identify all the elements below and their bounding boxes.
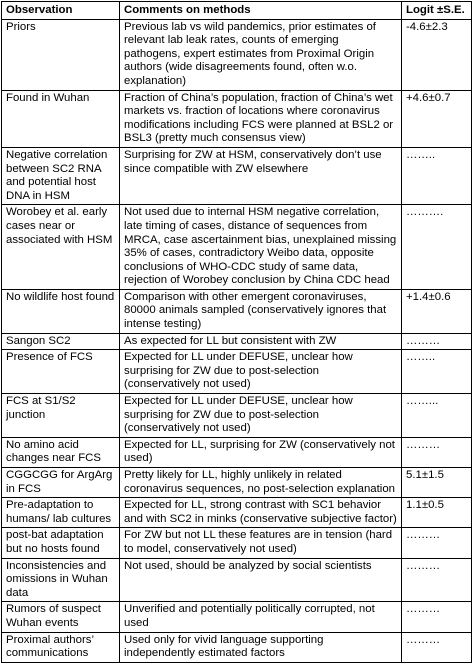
cell-observation: Pre-adaptation to humans/ lab cultures — [2, 498, 120, 528]
cell-logit: …….. — [402, 350, 472, 394]
cell-comments: Pretty likely for LL, highly unlikely in related coronavirus sequences, no post-selection explanation — [120, 468, 402, 498]
table-row — [2, 350, 472, 394]
cell-observation: No amino acid changes near FCS — [2, 437, 120, 467]
table-row — [2, 468, 472, 498]
cell-logit: …….. — [402, 147, 472, 204]
table-row — [2, 602, 472, 632]
header-logit: Logit ±S.E. — [402, 2, 472, 20]
table-row — [2, 90, 472, 147]
cell-comments: Unverified and potentially politically corrupted, not used — [120, 602, 402, 632]
cell-logit: ………. — [402, 205, 472, 290]
cell-observation: Priors — [2, 19, 120, 90]
cell-comments: Used only for vivid language supporting independently estimated factors — [120, 632, 402, 662]
table-row — [2, 558, 472, 602]
cell-logit: -4.6±2.3 — [402, 19, 472, 90]
cell-logit: ……… — [402, 558, 472, 602]
cell-observation: post-bat adaptation but no hosts found — [2, 528, 120, 558]
cell-comments: As expected for LL but consistent with ZW — [120, 333, 402, 350]
cell-observation: Proximal authors’ communications — [2, 632, 120, 662]
cell-comments: Fraction of China’s population, fraction of China’s wet markets vs. fraction of locations where coronavirus modifications including FCS were planned at BSL2 or BSL3 (pretty much consensus view) — [120, 90, 402, 147]
table-body — [2, 19, 472, 662]
table-row — [2, 528, 472, 558]
cell-logit: ……… — [402, 632, 472, 662]
cell-observation: Negative correlation between SC2 RNA and potential host DNA in HSM — [2, 147, 120, 204]
cell-comments: Expected for LL, surprising for ZW (conservatively not used) — [120, 437, 402, 467]
cell-comments: Expected for LL under DEFUSE, unclear how surprising for ZW due to post-selection (conservatively not used) — [120, 394, 402, 438]
cell-logit: ……… — [402, 333, 472, 350]
table-row — [2, 205, 472, 290]
cell-observation: No wildlife host found — [2, 289, 120, 333]
cell-observation: Sangon SC2 — [2, 333, 120, 350]
cell-logit: ……… — [402, 528, 472, 558]
cell-observation: CGGCGG for ArgArg in FCS — [2, 468, 120, 498]
header-row — [2, 2, 472, 20]
cell-comments: Not used, should be analyzed by social scientists — [120, 558, 402, 602]
header-observation: Observation — [2, 2, 120, 20]
header-comments: Comments on methods — [120, 2, 402, 20]
cell-comments: Surprising for ZW at HSM, conservatively don’t use since compatible with ZW elsewhere — [120, 147, 402, 204]
table-row — [2, 437, 472, 467]
cell-observation: Rumors of suspect Wuhan events — [2, 602, 120, 632]
cell-logit: +4.6±0.7 — [402, 90, 472, 147]
cell-observation: Presence of FCS — [2, 350, 120, 394]
table-row — [2, 498, 472, 528]
cell-logit: ……… — [402, 602, 472, 632]
cell-comments: Expected for LL, strong contrast with SC1 behavior and with SC2 in minks (conservative subjective factor) — [120, 498, 402, 528]
table-row — [2, 147, 472, 204]
table-row — [2, 632, 472, 662]
cell-comments: Previous lab vs wild pandemics, prior estimates of relevant lab leak rates, counts of emerging pathogens, expert estimates from Proximal Origin authors (wide disagreements found, often w.o. explanation) — [120, 19, 402, 90]
cell-logit: ……… — [402, 437, 472, 467]
table-row — [2, 333, 472, 350]
cell-comments: Not used due to internal HSM negative correlation, late timing of cases, distance of sequences from MRCA, case ascertainment bias, unexplained missing 35% of cases, contradictory Weibo data, opposite conclusions of WHO-CDC study of same data, rejection of Worobey conclusion by China CDC head — [120, 205, 402, 290]
cell-observation: Inconsistencies and omissions in Wuhan data — [2, 558, 120, 602]
cell-logit: +1.4±0.6 — [402, 289, 472, 333]
cell-comments: Expected for LL under DEFUSE, unclear how surprising for ZW due to post-selection (conservatively not used) — [120, 350, 402, 394]
table-row — [2, 289, 472, 333]
cell-observation: Worobey et al. early cases near or associated with HSM — [2, 205, 120, 290]
cell-comments: Comparison with other emergent coronaviruses, 80000 animals sampled (conservatively ignores that intense testing) — [120, 289, 402, 333]
cell-comments: For ZW but not LL these features are in tension (hard to model, conservatively not used) — [120, 528, 402, 558]
cell-logit: 1.1±0.5 — [402, 498, 472, 528]
cell-logit: 5.1±1.5 — [402, 468, 472, 498]
table-row — [2, 19, 472, 90]
methods-table — [1, 1, 472, 663]
table-row — [2, 394, 472, 438]
cell-logit: ……... — [402, 394, 472, 438]
cell-observation: Found in Wuhan — [2, 90, 120, 147]
cell-observation: FCS at S1/S2 junction — [2, 394, 120, 438]
